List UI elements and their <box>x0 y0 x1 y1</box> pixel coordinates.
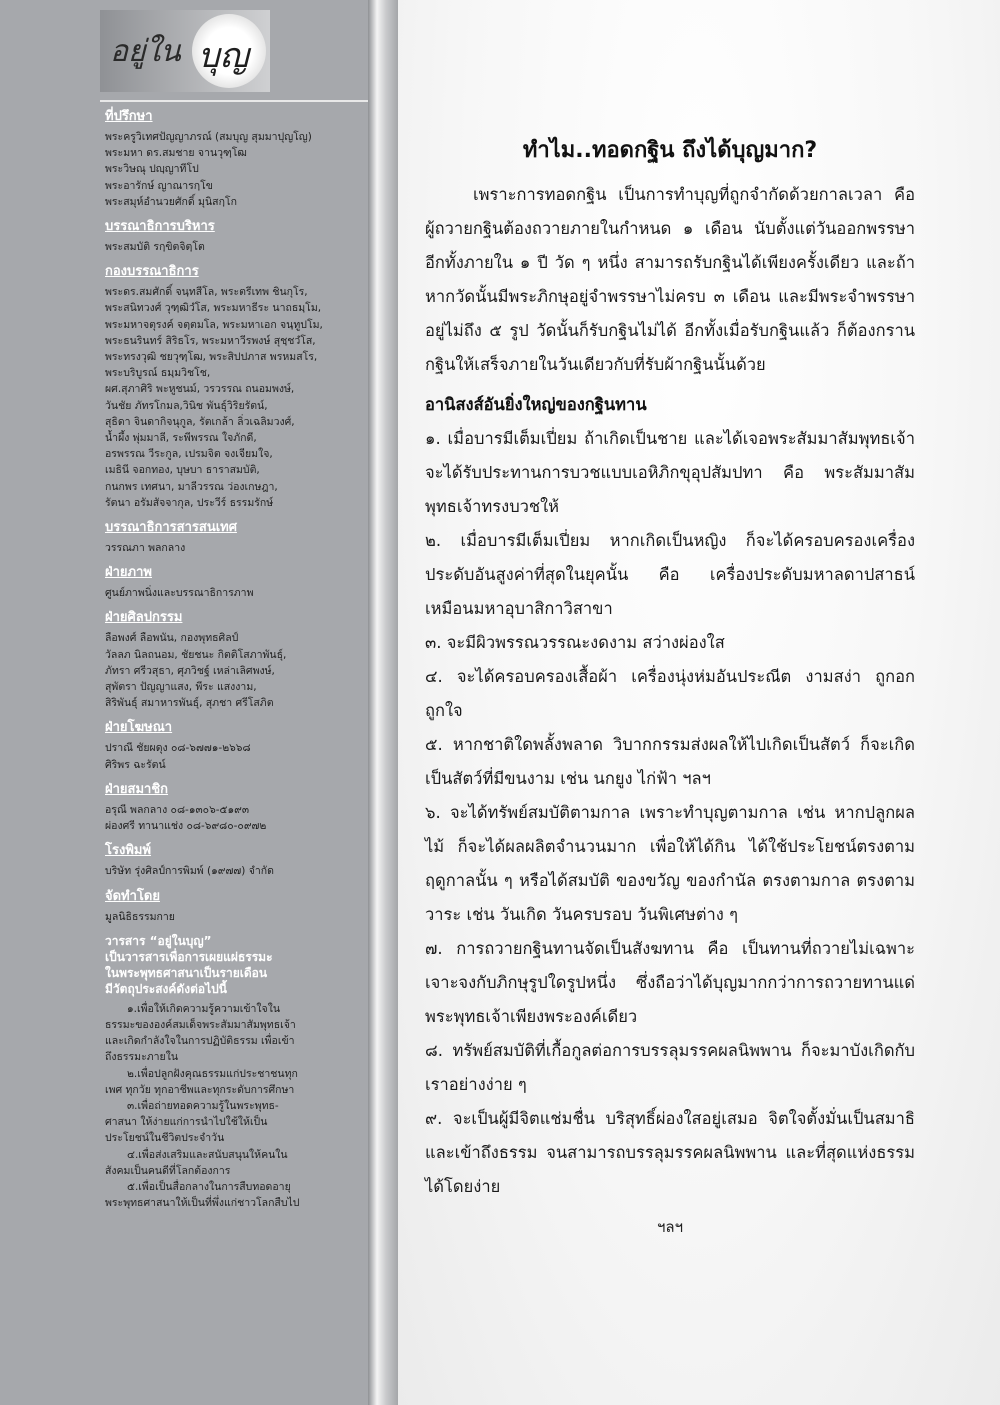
credit-line: ลือพงศ์ ลือพนัน, กองพุทธศิลป์ <box>105 632 239 645</box>
article <box>425 136 915 1242</box>
credit-line: พระสมบัติ รกฺขิตจิตฺโต <box>105 241 205 254</box>
credit-line: พระมหาจตุรงค์ จตฺตมโล, พระมหาเอก จนฺทูปโม, <box>105 318 323 331</box>
credit-line: พระครูวิเทศปัญญาภรณ์ (สมบุญ สุมมาปุญโญ) <box>105 131 312 143</box>
credit-line: กนกพร เทศนา, มาลีวรรณ ว่องเกษฎา, <box>105 480 278 493</box>
mission-line: ถึงธรรมะภายใน <box>105 1051 179 1064</box>
credit-line: อรพรรณ วีระกูล, เปรมจิต จงเจียมใจ, <box>105 448 273 461</box>
section-heading: บรรณาธิการสารสนเทศ <box>105 520 237 536</box>
mission-line: ๒.เพื่อปลูกฝังคุณธรรมแก่ประชาชนทุก <box>127 1067 298 1080</box>
article-title: ทำไม..ทอดกฐิน ถึงได้บุญมาก? <box>522 138 818 163</box>
logo-text-right: บุญ <box>198 36 249 76</box>
section-heading: ฝ่ายสมาชิก <box>105 781 169 797</box>
credit-line: พระอารักษ์ ญาณารกฺโข <box>105 179 213 192</box>
benefit-item: ๒. เมื่อบารมีเต็มเปี่ยม หากเกิดเป็นหญิง ก็จะได้ครอบครองเครื่องประดับอันสูงค่าที่สุดในยุคนั้น คือ เครื่องประดับมหาลดาปสาธน์ เหมือนมหาอุบาสิกาวิสาขา <box>425 531 915 618</box>
mission-line: ประโยชน์ในชีวิตประจำวัน <box>105 1132 225 1145</box>
credit-line: ปราณี ชัยผดุง ๐๘-๖๗๗๑-๒๖๖๘ <box>105 742 251 755</box>
credit-line: วันชัย ภัทรโกมล,วินิช พันธุ์วิริยรัตน์, <box>105 399 268 412</box>
section-heading: โรงพิมพ์ <box>105 843 152 859</box>
mission-list <box>105 1001 357 1212</box>
credit-line: ศูนย์ภาพนิ่งและบรรณาธิการภาพ <box>105 587 254 600</box>
credit-line: วัลลภ นิลถนอม, ชัยชนะ กิตติโสภาพันธุ์, <box>105 648 287 661</box>
credit-line: พระทรงวุฒิ ชยวุฑฺโฒ, พระสิปปภาส พรหมสโร, <box>105 351 318 364</box>
mission-title-line: วารสาร “อยู่ในบุญ” <box>105 933 212 948</box>
credit-sections <box>105 108 357 925</box>
credit-line: มูลนิธิธรรมกาย <box>105 910 175 923</box>
benefit-item: ๘. ทรัพย์สมบัติที่เกื้อกูลต่อการบรรลุมรรคผลนิพพาน ก็จะมาบังเกิดกับเราอย่างง่าย ๆ <box>425 1041 915 1094</box>
mission-line: สังคมเป็นคนดีที่โลกต้องการ <box>105 1164 231 1177</box>
credit-line: วรรณภา พลกลาง <box>105 542 186 555</box>
mission-line: ธรรมะขององค์สมเด็จพระสัมมาสัมพุทธเจ้า <box>105 1018 296 1031</box>
credit-line: สุธิดา จินดากิจนุกูล, รัตเกล้า ลิ่วเฉลิมวงศ์, <box>105 415 295 428</box>
mission-title-line: เป็นวารสารเพื่อการเผยแผ่ธรรมะ <box>105 949 273 964</box>
credit-line: น้ำผึ้ง พุ่มมาลี, ระพีพรรณ ใจภักดี, <box>105 432 257 445</box>
credit-line: สุพัตรา ปัญญาแสง, พีระ แสงงาม, <box>105 681 257 694</box>
mission-title-line: ในพระพุทธศาสนาเป็นรายเดือน <box>105 965 268 980</box>
credit-line: ผ่องศรี ทานาแช่ง ๐๘-๖๙๘๐-๐๙๗๒ <box>105 820 267 833</box>
benefit-item: ๓. จะมีผิวพรรณวรรณะงดงาม สว่างผ่องใส <box>425 633 725 652</box>
article-ending-mark: ฯลฯ <box>656 1218 684 1236</box>
credit-line: บริษัท รุ่งศิลป์การพิมพ์ (๑๙๗๗) จำกัด <box>105 865 274 878</box>
benefit-item: ๑. เมื่อบารมีเต็มเปี่ยม ถ้าเกิดเป็นชาย และได้เจอพระสัมมาสัมพุทธเจ้า จะได้รับประทานการบวชแบบเอหิภิกขุอุปสัมปทา คือ พระสัมมาสัมพุทธเจ้าทรงบวชให้ <box>425 429 915 516</box>
article-subheading: อานิสงส์อันยิ่งใหญ่ของกฐินทาน <box>425 395 647 414</box>
mission-line: และเกิดกำลังใจในการปฏิบัติธรรม เพื่อเข้า <box>105 1035 295 1048</box>
mission-title-line: มีวัตถุประสงค์ดังต่อไปนี้ <box>105 981 227 996</box>
article-intro: เพราะการทอดกฐิน เป็นการทำบุญที่ถูกจำกัดด้วยกาลเวลา คือ ผู้ถวายกฐินต้องถวายภายในกำหนด ๑ เดือน นับตั้งแต่วันออกพรรษา อีกทั้งภายใน ๑ ปี วัด ๆ หนึ่ง สามารถรับกฐินได้เพียงครั้งเดียว และถ้าหากวัดนั้นมีพระภิกษุอยู่จำพรรษาไม่ครบ ๓ เดือน และมีพระจำพรรษาอยู่ไม่ถึง ๕ รูป วัดนั้นก็รับกฐินไม่ได้ อีกทั้งเมื่อรับกฐินแล้ว ก็ต้องกรานกฐินให้เสร็จภายในวันเดียวกับที่รับผ้ากฐินนั้นด้วย <box>425 185 915 374</box>
masthead-sidebar <box>0 0 368 1405</box>
mission-line: ๔.เพื่อส่งเสริมและสนับสนุนให้คนใน <box>127 1148 288 1161</box>
credit-line: ศิริพร ฉะรัตน์ <box>105 758 166 771</box>
benefit-list <box>425 422 915 1204</box>
section-heading: กองบรรณาธิการ <box>105 264 199 280</box>
credit-line: พระมหา ดร.สมชาย จานวุฑฺโฒ <box>105 147 247 160</box>
mission-line: ๕.เพื่อเป็นสื่อกลางในการสืบทอดอายุ <box>127 1180 291 1193</box>
mission-title <box>105 933 357 997</box>
benefit-item: ๙. จะเป็นผู้มีจิตแช่มชื่น บริสุทธิ์ผ่องใสอยู่เสมอ จิตใจตั้งมั่นเป็นสมาธิ และเข้าถึงธรรม จนสามารถบรรลุมรรคผลนิพพาน และที่สุดแห่งธรรมได้โดยง่าย <box>425 1109 915 1196</box>
credit-line: อรุณี พลกลาง ๐๘-๑๓๐๖-๕๑๙๓ <box>105 803 250 816</box>
article-page <box>398 0 1000 1405</box>
mission-line: ศาสนา ให้ง่ายแก่การนำไปใช้ให้เป็น <box>105 1116 268 1129</box>
credit-line: พระดร.สมศักดิ์ จนฺทสีโล, พระตรีเทพ ชินกุโร, <box>105 286 308 299</box>
credit-line: พระสนิทวงศ์ วุฑฺฒิวํโส, พระมหาธีระ นาถธมฺโม, <box>105 302 322 315</box>
credit-line: ภัทรา ศรีวสุธา, ศุภวิชฐ์ เหล่าเลิศพงษ์, <box>105 664 275 677</box>
section-heading: ฝ่ายโฆษณา <box>105 720 173 736</box>
credit-line: เมธินี จอกทอง, บุษบา ธาราสมบัติ, <box>105 464 260 477</box>
credit-line: รัตนา อรัมสัจจากุล, ประวีร์ ธรรมรักษ์ <box>105 496 274 509</box>
mission-line: พระพุทธศาสนาให้เป็นที่พึ่งแก่ชาวโลกสืบไป <box>105 1197 300 1210</box>
section-heading: บรรณาธิการบริหาร <box>105 219 215 235</box>
credit-line: พระสมุห์อำนวยศักดิ์ มุนิสกฺโก <box>105 195 237 208</box>
credit-line: พระวิษณุ ปญฺญาทีโป <box>105 163 199 176</box>
section-heading: ฝ่ายศิลปกรรม <box>105 610 183 626</box>
mission-line: ๑.เพื่อให้เกิดความรู้ความเข้าใจใน <box>127 1002 280 1015</box>
mission-line: เพศ ทุกวัย ทุกอาชีพและทุกระดับการศึกษา <box>105 1083 295 1096</box>
mission-line: ๓.เพื่อถ่ายทอดความรู้ในพระพุทธ- <box>127 1099 279 1112</box>
credit-line: ผศ.สุภาศิริ พะหูชนม์, วรวรรณ ถนอมพงษ์, <box>105 383 295 396</box>
magazine-logo <box>100 10 270 92</box>
logo-divider <box>100 100 368 102</box>
credit-line: พระบริบูรณ์ ธมฺมวิชโช, <box>105 367 211 380</box>
section-heading: จัดทำโดย <box>105 888 160 904</box>
logo-text-left: อยู่ใน <box>110 34 181 69</box>
benefit-item: ๗. การถวายกฐินทานจัดเป็นสังฆทาน คือ เป็นทานที่ถวายไม่เฉพาะเจาะจงกับภิกษุรูปใดรูปหนึ่ง ซึ่งถือว่าได้บุญมากกว่าการถวายทานแด่พระพุทธเจ้าเพียงพระองค์เดียว <box>425 939 915 1026</box>
credit-line: สิริพันธุ์ สมาหารพันธุ์, สุภชา ศรีโสภิต <box>105 697 274 710</box>
credit-line: พระธนรินทร์ สิริธโร, พระมหาวีรพงษ์ สุชฺชวํโส, <box>105 334 316 347</box>
section-heading: ฝ่ายภาพ <box>105 565 152 581</box>
masthead-credits <box>105 108 357 1211</box>
benefit-item: ๖. จะได้ทรัพย์สมบัติตามกาล เพราะทำบุญตามกาล เช่น หากปลูกผลไม้ ก็จะได้ผลผลิตจำนวนมาก เพื่อให้ได้กิน ได้ใช้ประโยชน์ตรงตามฤดูกาลนั้น ๆ หรือได้สมบัติ ของขวัญ ของกำนัล ตรงตามกาล ตรงตามวาระ เช่น วันเกิด วันครบรอบ วันพิเศษต่าง ๆ <box>425 803 915 924</box>
benefit-item: ๕. หากชาติใดพลั้งพลาด วิบากกรรมส่งผลให้ไปเกิดเป็นสัตว์ ก็จะเกิดเป็นสัตว์ที่มีขนงาม เช่น นกยูง ไก่ฟ้า ฯลฯ <box>425 735 915 788</box>
section-heading: ที่ปรึกษา <box>105 109 153 124</box>
benefit-item: ๔. จะได้ครอบครองเสื้อผ้า เครื่องนุ่งห่มอันประณีต งามสง่า ถูกอก ถูกใจ <box>425 667 915 720</box>
page-spine <box>368 0 398 1405</box>
